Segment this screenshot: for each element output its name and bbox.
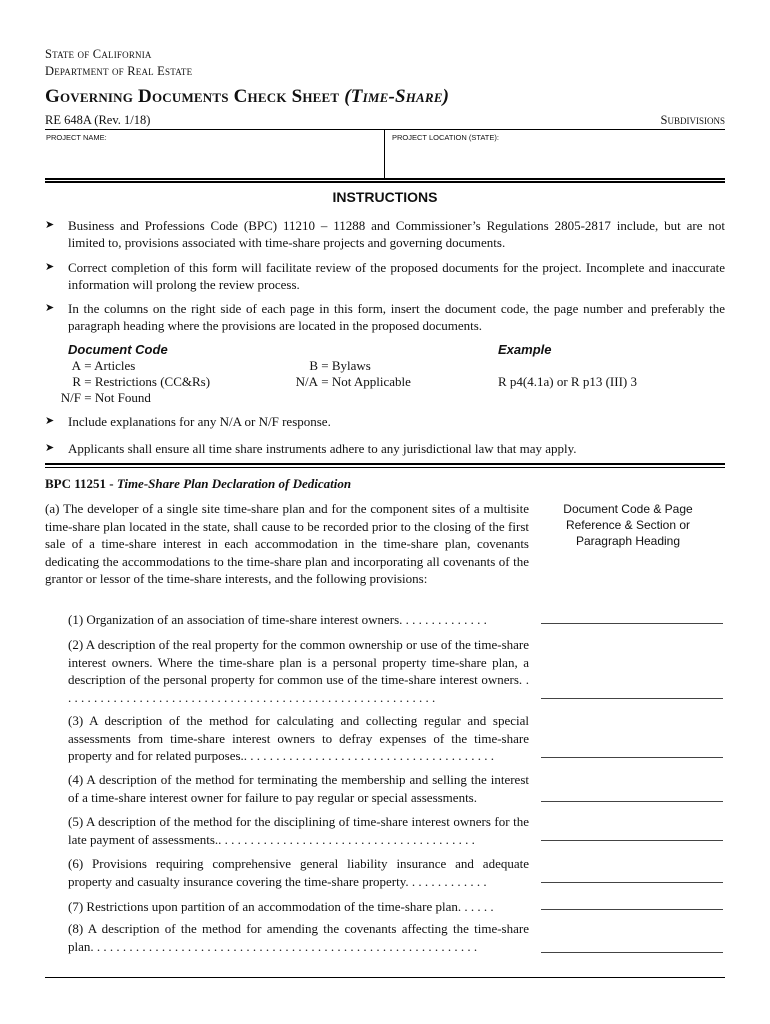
reference-entry-line[interactable] xyxy=(541,698,723,699)
instruction-bullet: ➤ Business and Professions Code (BPC) 11210 – 11288 and Commissioner’s Regulations 2805-2817 include, but are not limited to, provisions associated with time-share projects and governing documents. xyxy=(45,218,725,250)
agency-state: State of California xyxy=(45,47,152,61)
document-code-heading: Document Code xyxy=(68,342,168,357)
divider-rule xyxy=(45,179,725,180)
example-text: R p4(4.1a) or R p13 (III) 3 xyxy=(498,374,637,389)
division-label: Subdivisions xyxy=(660,113,725,127)
provision-item: (3) A description of the method for calculating and collecting regular and special assessments from time-share interest owners to defray expenses of the time-share property and for related purposes.. . . . . . . . . . . . . . . . . . . . . . . . . . . . . . . . . . . . . . . xyxy=(68,713,529,763)
section-intro: (a) The developer of a single site time-share plan and for the component sites of a multisite time-share plan located in the state, shall cause to be recorded prior to the closing of the first sale of a time-share interest in each accommodation in the time-share plan, covenants dedicating the accommodations to the time-share plan and incorporating all covenants of the grantor or lessor of the time-share interests, and the following provisions: xyxy=(45,501,529,586)
agency-department: Department of Real Estate xyxy=(45,64,193,78)
instructions-heading: INSTRUCTIONS xyxy=(332,189,438,205)
provision-item: (1) Organization of an association of time-share interest owners. . . . . . . . . . . . . . xyxy=(68,612,487,627)
reference-entry-line[interactable] xyxy=(541,623,723,624)
title-main: Governing Documents Check Sheet xyxy=(45,86,340,107)
provision-item: (8) A description of the method for amending the covenants affecting the time-share plan. . . . . . . . . . . . . . . . . . . . . . . . . . . . . . . . . . . . . . . . . . . . . . . . . . . . . . . . . . . . xyxy=(68,921,529,954)
form-number: RE 648A (Rev. 1/18) xyxy=(45,113,151,127)
instruction-bullet: ➤ Correct completion of this form will facilitate review of the proposed documents for the project. Incomplete and inaccurate information will prolong the review process. xyxy=(45,260,725,292)
provision-item: (6) Provisions requiring comprehensive general liability insurance and adequate property and casualty insurance covering the time-share property. . . . . . . . . . . . . xyxy=(68,856,529,889)
example-heading: Example xyxy=(498,342,552,357)
reference-entry-line[interactable] xyxy=(541,909,723,910)
instruction-bullet: ➤ In the columns on the right side of each page in this form, insert the document code, the page number and preferably the paragraph heading where the provisions are located in the proposed documents. xyxy=(45,301,725,333)
code-entry: N/A = Not Applicable xyxy=(295,374,411,389)
reference-entry-line[interactable] xyxy=(541,882,723,883)
provision-item: (2) A description of the real property for the common ownership or use of the time-share interest owners. Where the time-share plan is a personal property time-share plan, a description of the personal property for common use of the time-share interest owners. . . . . . . . . . . . . . . . . . . . . . . . . . . . . . . . . . . . . . . . . . . . . . . . . . . . . . . . . . . xyxy=(68,637,529,705)
reference-column-heading: Document Code & Page Reference & Section or Paragraph Heading xyxy=(563,502,693,548)
provision-item: (7) Restrictions upon partition of an accommodation of the time-share plan. . . . . . xyxy=(68,899,494,914)
reference-entry-line[interactable] xyxy=(541,840,723,841)
project-location-field[interactable]: PROJECT LOCATION (STATE): xyxy=(392,133,499,142)
page-bottom-rule xyxy=(45,977,725,978)
instruction-bullet: ➤ Applicants shall ensure all time share instruments adhere to any jurisdictional law that may apply. xyxy=(45,441,577,456)
arrow-bullet-icon: ➤ xyxy=(45,415,55,427)
provision-item: (4) A description of the method for terminating the membership and selling the interest of a time-share interest owner for failure to pay regular or special assessments. xyxy=(68,772,529,805)
section-title xyxy=(45,476,351,492)
code-entry: B = Bylaws xyxy=(309,358,371,373)
code-entry: N/F = Not Found xyxy=(60,390,151,405)
section-name: Time-Share Plan Declaration of Dedication xyxy=(116,476,352,491)
provision-item: (5) A description of the method for the disciplining of time-share interest owners for the late payment of assessments.. . . . . . . . . . . . . . . . . . . . . . . . . . . . . . . . . . . . . . . . xyxy=(68,814,529,847)
project-name-field[interactable]: PROJECT NAME: xyxy=(46,133,107,142)
reference-entry-line[interactable] xyxy=(541,801,723,802)
code-entry: A = Articles xyxy=(71,358,136,373)
arrow-bullet-icon: ➤ xyxy=(45,302,55,314)
title-subtitle: (Time-Share) xyxy=(344,86,450,107)
arrow-bullet-icon: ➤ xyxy=(45,261,55,273)
section-divider-thick xyxy=(45,463,725,465)
arrow-bullet-icon: ➤ xyxy=(45,219,55,231)
arrow-bullet-icon: ➤ xyxy=(45,442,55,454)
reference-entry-line[interactable] xyxy=(541,757,723,758)
project-info-box xyxy=(45,129,725,179)
instruction-bullet: ➤ Include explanations for any N/A or N/F response. xyxy=(45,414,331,429)
project-box-divider xyxy=(384,130,385,178)
divider-rule-thick xyxy=(45,181,725,183)
section-divider xyxy=(45,467,725,468)
section-code: BPC 11251 - xyxy=(45,476,117,491)
code-entry: R = Restrictions (CC&Rs) xyxy=(72,374,211,389)
reference-entry-line[interactable] xyxy=(541,952,723,953)
document-title xyxy=(45,86,449,108)
